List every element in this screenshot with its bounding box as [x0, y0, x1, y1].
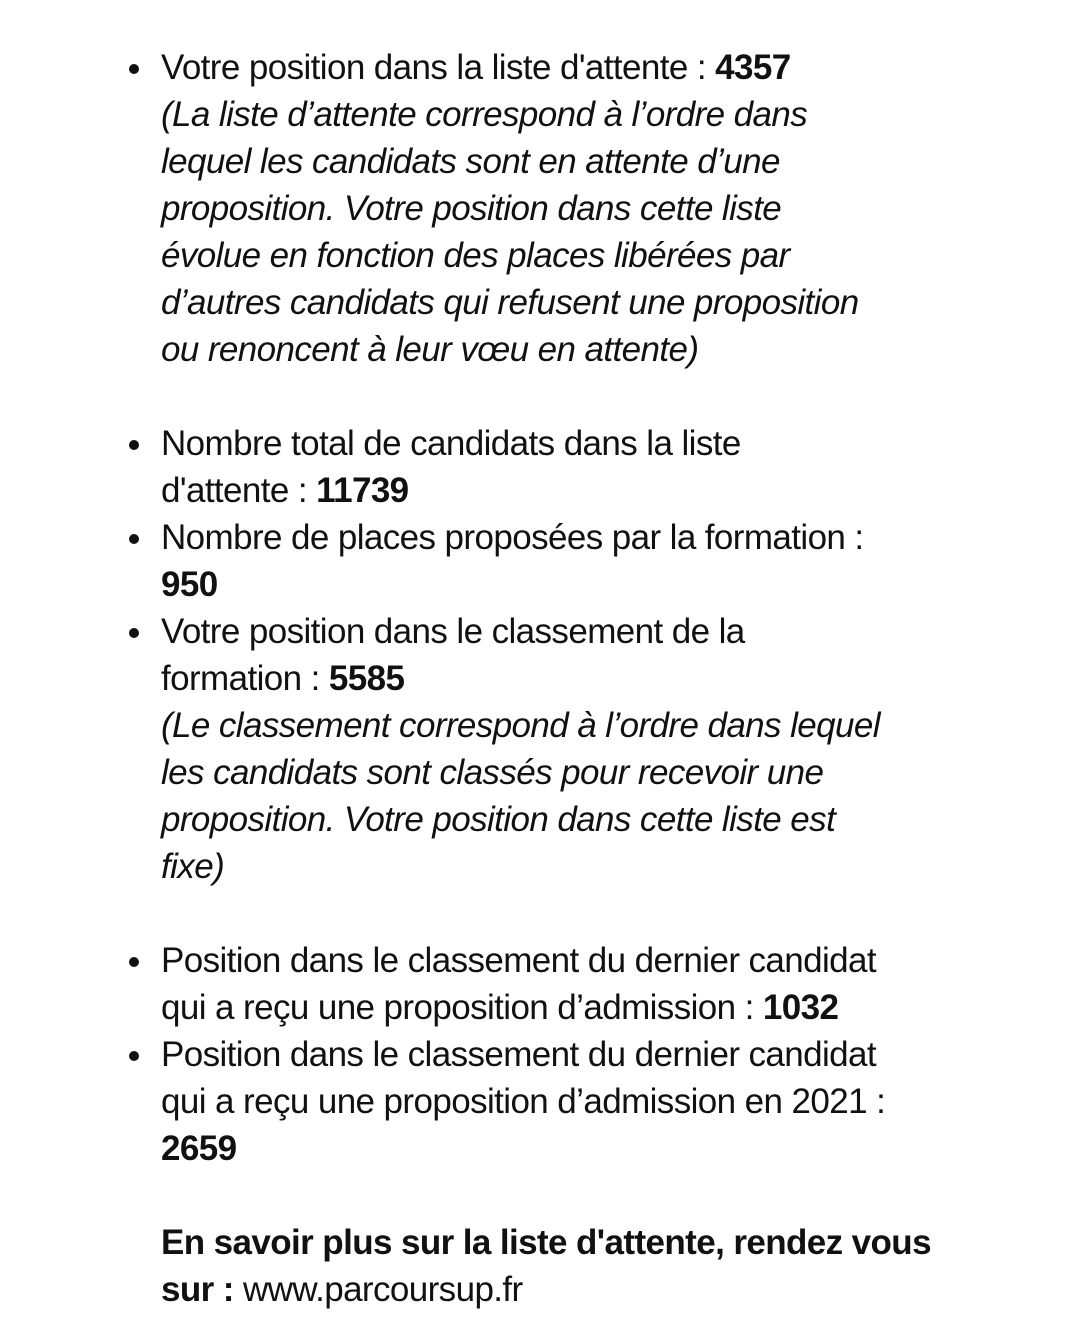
parcoursup-link[interactable]: www.parcoursup.fr	[242, 1270, 523, 1309]
note	[161, 702, 1061, 890]
footer-text: En savoir plus sur la liste d'attente, rendez vous	[161, 1223, 931, 1262]
note-line: évolue en fonction des places libérées par	[161, 236, 790, 275]
footer-text: sur :	[161, 1270, 234, 1309]
note-line: fixe)	[161, 847, 225, 886]
note-line: les candidats sont classés pour recevoir une	[161, 753, 824, 792]
list-item-last-admitted	[161, 937, 1061, 1031]
note-line: proposition. Votre position dans cette liste	[161, 189, 782, 228]
label: Position dans le classement du dernier candidat	[161, 1035, 877, 1074]
label: Nombre total de candidats dans la liste	[161, 424, 741, 463]
note-line: d’autres candidats qui refusent une proposition	[161, 283, 859, 322]
label: qui a reçu une proposition d’admission en 2021 :	[161, 1082, 886, 1121]
label: Votre position dans le classement de la	[161, 612, 745, 651]
list-item-places-offered	[161, 514, 1061, 608]
label: Votre position dans la liste d'attente :	[161, 48, 716, 87]
list-item-waitlist-position	[161, 44, 1061, 373]
value: 2659	[161, 1129, 237, 1168]
label: formation :	[161, 659, 329, 698]
note-line: ou renoncent à leur vœu en attente)	[161, 330, 699, 369]
value: 4357	[715, 48, 791, 87]
label: Nombre de places proposées par la formation :	[161, 518, 864, 557]
value: 11739	[316, 471, 409, 510]
label: qui a reçu une proposition d’admission :	[161, 988, 763, 1027]
value: 5585	[328, 659, 405, 698]
list-item-total-candidates	[161, 420, 1061, 514]
value: 1032	[762, 988, 839, 1027]
value: 950	[161, 565, 218, 604]
note-line: (La liste d’attente correspond à l’ordre dans	[161, 95, 808, 134]
list-item-ranking-position	[161, 608, 1061, 890]
note-line: proposition. Votre position dans cette liste est	[161, 800, 836, 839]
note	[161, 91, 1061, 373]
waitlist-info	[161, 44, 1061, 1313]
note-line: (Le classement correspond à l’ordre dans lequel	[161, 706, 880, 745]
label: d'attente :	[161, 471, 317, 510]
list-item-last-admitted-2021	[161, 1031, 1061, 1172]
note-line: lequel les candidats sont en attente d’une	[161, 142, 780, 181]
label: Position dans le classement du dernier candidat	[161, 941, 877, 980]
footer	[161, 1219, 1061, 1313]
